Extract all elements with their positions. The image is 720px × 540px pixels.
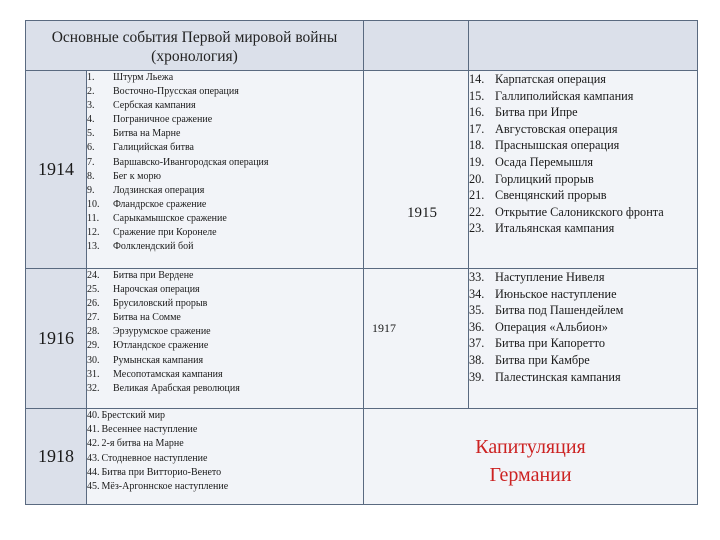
event-title: Восточно-Прусская операция — [113, 86, 239, 98]
year-cell-2 — [364, 71, 469, 269]
event-item — [87, 452, 363, 466]
event-title: Великая Арабская революция — [113, 382, 240, 394]
events-list-1914 — [87, 71, 363, 254]
event-number: 18. — [469, 138, 485, 153]
event-title: Месопотамская кампания — [113, 368, 223, 380]
year-1916: 1916 — [38, 328, 74, 348]
year-cell-2 — [364, 269, 469, 409]
event-number: 19. — [469, 154, 485, 169]
year-1914: 1914 — [38, 159, 74, 179]
event-title: Итальянская кампания — [495, 221, 615, 236]
event-title: Галлиполийская кампания — [495, 88, 634, 103]
event-item — [87, 184, 363, 198]
event-title: Пограничное сражение — [113, 114, 213, 126]
event-title: Галицийская битва — [113, 142, 194, 154]
event-item — [469, 335, 697, 352]
year-1915: 1915 — [407, 205, 437, 221]
event-item — [87, 113, 363, 127]
event-item — [87, 423, 363, 437]
event-number: 31. — [87, 368, 100, 380]
event-number: 7. — [87, 156, 95, 168]
event-item — [469, 269, 697, 286]
event-number: 8. — [87, 170, 95, 182]
event-number: 32. — [87, 382, 100, 394]
event-title: Сарыкамышское сражение — [113, 212, 227, 224]
event-number: 26. — [87, 298, 100, 310]
event-item — [87, 368, 363, 382]
event-item — [469, 171, 697, 188]
event-item — [469, 220, 697, 237]
event-number: 42. — [87, 438, 100, 450]
event-number: 38. — [469, 352, 485, 367]
year-cell — [26, 269, 87, 409]
event-title: Весеннее наступление — [101, 424, 198, 436]
events-cell-2 — [469, 71, 698, 269]
capitulation-line-1: Капитуляция — [475, 436, 586, 458]
event-number: 20. — [469, 171, 485, 186]
event-title: Битва при Ипре — [495, 105, 578, 120]
event-title: Битва на Марне — [113, 128, 181, 140]
event-number: 16. — [469, 105, 485, 120]
event-item — [87, 339, 363, 353]
event-number: 23. — [469, 221, 485, 236]
header-row — [26, 21, 698, 71]
event-title: Августовская операция — [495, 121, 618, 136]
event-number: 17. — [469, 121, 485, 136]
event-title: Брусиловский прорыв — [113, 298, 208, 310]
event-number: 15. — [469, 88, 485, 103]
event-number: 9. — [87, 184, 95, 196]
event-item — [469, 286, 697, 303]
event-title: Битва на Сомме — [113, 312, 181, 324]
event-item — [87, 85, 363, 99]
event-item — [469, 137, 697, 154]
event-item — [469, 104, 697, 121]
event-number: 4. — [87, 114, 95, 126]
year-cell — [26, 71, 87, 269]
event-title: Лодзинская операция — [113, 184, 205, 196]
event-title: Румынская кампания — [113, 354, 204, 366]
events-list-1915 — [469, 71, 697, 237]
header-cell-empty-1 — [364, 21, 469, 71]
event-number: 11. — [87, 212, 100, 224]
event-number: 37. — [469, 336, 485, 351]
events-cell-2 — [469, 269, 698, 409]
event-title: Фолклендский бой — [113, 241, 194, 253]
event-title: Палестинская кампания — [495, 369, 621, 384]
event-title: Горлицкий прорыв — [495, 171, 594, 186]
event-item — [87, 466, 363, 480]
event-item — [87, 325, 363, 339]
event-title: Битва при Витторио-Венето — [101, 466, 222, 478]
event-item — [87, 99, 363, 113]
event-title: Осада Перемышля — [495, 154, 593, 169]
event-title: Операция «Альбион» — [495, 319, 608, 334]
event-number: 41. — [87, 424, 100, 436]
event-title: Июньское наступление — [495, 286, 617, 301]
event-title: 2-я битва на Марне — [101, 438, 184, 450]
event-title: Битва при Капоретто — [495, 336, 605, 351]
event-number: 22. — [469, 204, 485, 219]
event-number: 28. — [87, 326, 100, 338]
events-cell — [87, 71, 364, 269]
event-title: Мёз-Аргоннское наступление — [101, 481, 229, 493]
event-title: Карпатская операция — [495, 72, 606, 86]
event-title: Сербская кампания — [113, 100, 196, 112]
event-title: Наступление Нивеля — [495, 270, 605, 284]
event-number: 43. — [87, 452, 100, 464]
event-item — [87, 71, 363, 85]
event-number: 1. — [87, 72, 95, 83]
event-number: 14. — [469, 72, 485, 86]
events-list-1918 — [87, 409, 363, 494]
event-item — [469, 369, 697, 386]
event-title: Свенцянский прорыв — [495, 188, 607, 203]
event-number: 10. — [87, 198, 100, 210]
event-title: Праснышская операция — [495, 138, 620, 153]
event-title: Фландрское сражение — [113, 198, 207, 210]
event-number: 13. — [87, 241, 100, 253]
event-item — [87, 480, 363, 494]
event-title: Брестский мир — [101, 410, 166, 421]
year-1917: 1917 — [372, 321, 396, 335]
event-number: 35. — [469, 303, 485, 318]
event-title: Битва под Пашендейлем — [495, 303, 624, 318]
event-number: 2. — [87, 86, 95, 98]
event-number: 30. — [87, 354, 100, 366]
year-cell — [26, 409, 87, 505]
event-number: 33. — [469, 270, 485, 284]
row-1916 — [26, 269, 698, 409]
event-item — [469, 71, 697, 88]
event-item — [87, 212, 363, 226]
event-title: Открытие Салоникского фронта — [495, 204, 664, 219]
table-title — [26, 21, 364, 71]
event-item — [87, 141, 363, 155]
row-1918 — [26, 409, 698, 505]
event-title: Нарочская операция — [113, 284, 200, 296]
chronology-table — [25, 20, 698, 505]
event-item — [87, 283, 363, 297]
event-number: 25. — [87, 284, 100, 296]
event-item — [469, 88, 697, 105]
event-number: 45. — [87, 481, 100, 493]
event-title: Битва при Вердене — [113, 270, 194, 281]
capitulation-line-2: Германии — [489, 464, 572, 486]
capitulation-cell — [364, 409, 698, 505]
year-1918: 1918 — [38, 446, 74, 466]
event-item — [469, 319, 697, 336]
event-item — [87, 269, 363, 283]
event-number: 29. — [87, 340, 100, 352]
event-number: 40. — [87, 410, 100, 421]
event-number: 39. — [469, 369, 485, 384]
events-cell — [87, 269, 364, 409]
event-number: 36. — [469, 319, 485, 334]
event-number: 5. — [87, 128, 95, 140]
event-title: Варшавско-Ивангородская операция — [113, 156, 269, 168]
event-item — [87, 240, 363, 254]
event-number: 3. — [87, 100, 95, 112]
event-item — [469, 154, 697, 171]
event-item — [469, 187, 697, 204]
event-item — [469, 121, 697, 138]
event-title: Сражение при Коронеле — [113, 227, 217, 239]
event-number: 12. — [87, 227, 100, 239]
header-cell-empty-2 — [469, 21, 698, 71]
event-item — [87, 156, 363, 170]
event-number: 44. — [87, 466, 100, 478]
events-cell — [87, 409, 364, 505]
event-item — [469, 204, 697, 221]
event-item — [469, 302, 697, 319]
event-number: 24. — [87, 270, 100, 281]
event-title: Ютландское сражение — [113, 340, 209, 352]
event-item — [87, 354, 363, 368]
event-item — [87, 311, 363, 325]
event-title: Бег к морю — [113, 170, 161, 182]
event-number: 6. — [87, 142, 95, 154]
event-title: Битва при Камбре — [495, 352, 590, 367]
event-item — [469, 352, 697, 369]
event-title: Эрзурумское сражение — [113, 326, 211, 338]
row-1914 — [26, 71, 698, 269]
event-number: 34. — [469, 286, 485, 301]
event-item — [87, 127, 363, 141]
event-item — [87, 409, 363, 423]
event-item — [87, 382, 363, 396]
event-item — [87, 170, 363, 184]
event-number: 21. — [469, 188, 485, 203]
event-item — [87, 437, 363, 451]
event-item — [87, 198, 363, 212]
event-item — [87, 226, 363, 240]
event-item — [87, 297, 363, 311]
event-title: Штурм Льежа — [113, 72, 174, 83]
events-list-1916 — [87, 269, 363, 396]
table-title-text: Основные события Первой мировой войны (хронология) — [51, 29, 338, 65]
event-title: Стодневное наступление — [101, 452, 208, 464]
event-number: 27. — [87, 312, 100, 324]
events-list-1917 — [469, 269, 697, 385]
